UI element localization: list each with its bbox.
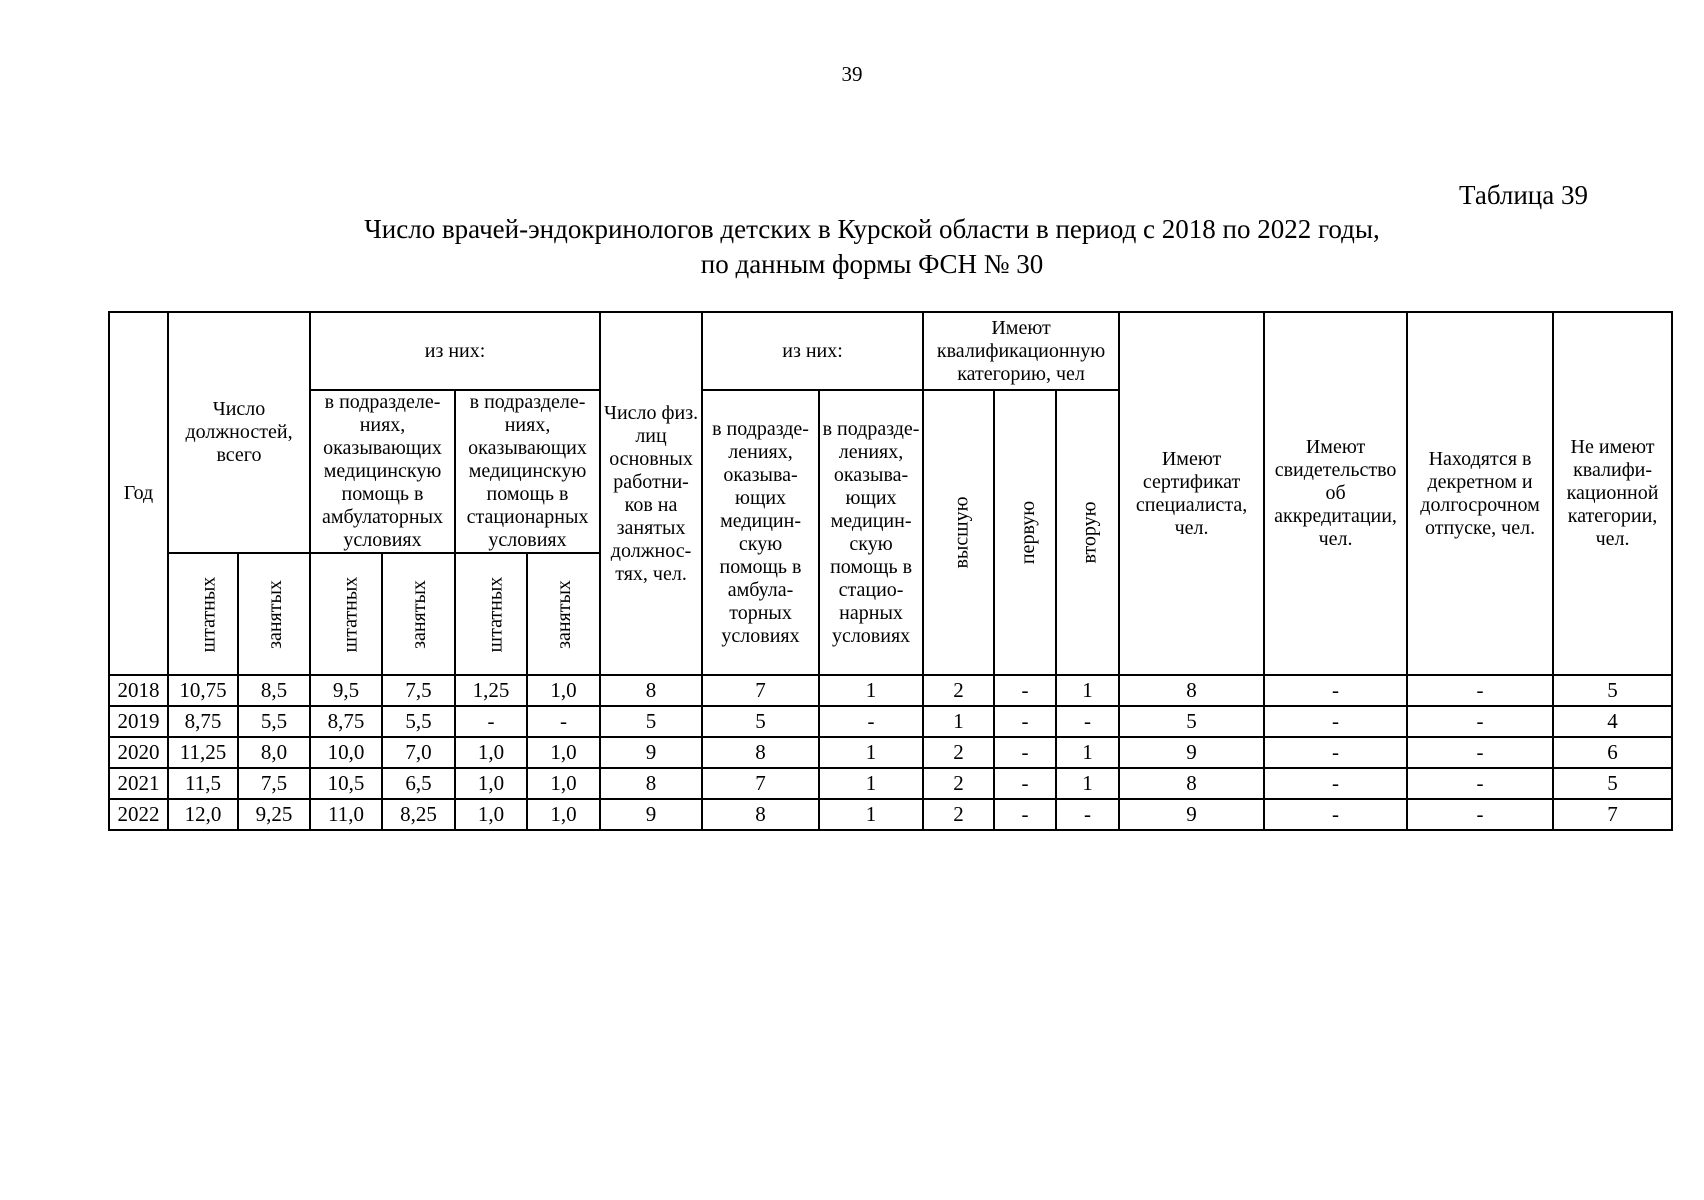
table-row xyxy=(109,675,1672,706)
table-title xyxy=(0,212,1704,282)
cell-persons-stat: 1 xyxy=(819,675,923,706)
header-amb-staff xyxy=(310,553,382,675)
header-stat-occupied-label: занятых xyxy=(552,579,575,649)
cell-certificate: 9 xyxy=(1119,799,1264,830)
cell-persons: 5 xyxy=(600,706,702,737)
cell-leave: - xyxy=(1407,768,1553,799)
cell-second: - xyxy=(1056,706,1119,737)
cell-amb-staff: 10,0 xyxy=(310,737,382,768)
header-first-label: первую xyxy=(1017,500,1040,565)
cell-persons-stat: 1 xyxy=(819,799,923,830)
header-stat-positions: в подразделе-ниях, оказывающих медицинскую помощь в стационарных условиях xyxy=(455,390,600,553)
cell-accreditation: - xyxy=(1264,706,1407,737)
cell-no-category: 5 xyxy=(1553,768,1672,799)
cell-first: - xyxy=(994,675,1056,706)
cell-stat-occupied: 1,0 xyxy=(527,675,600,706)
header-total-staff-label: штатных xyxy=(197,576,220,652)
cell-leave: - xyxy=(1407,706,1553,737)
header-amb-positions: в подразделе-ниях, оказывающих медицинскую помощь в амбулаторных условиях xyxy=(310,390,455,553)
header-highest xyxy=(923,390,994,675)
header-total-occupied-label: занятых xyxy=(263,579,286,649)
header-second-label: вторую xyxy=(1078,501,1101,564)
cell-certificate: 8 xyxy=(1119,768,1264,799)
header-amb-occupied xyxy=(382,553,455,675)
cell-stat-staff: 1,25 xyxy=(455,675,527,706)
cell-total-staff: 12,0 xyxy=(168,799,238,830)
cell-accreditation: - xyxy=(1264,675,1407,706)
cell-year: 2022 xyxy=(109,799,168,830)
cell-highest: 1 xyxy=(923,706,994,737)
title-line-2: по данным формы ФСН № 30 xyxy=(700,249,1044,279)
cell-year: 2018 xyxy=(109,675,168,706)
cell-total-occupied: 9,25 xyxy=(238,799,310,830)
cell-first: - xyxy=(994,737,1056,768)
header-of-them-positions: из них: xyxy=(310,312,600,390)
header-leave: Находятся в декретном и долгосрочном отпуске, чел. xyxy=(1407,312,1553,675)
cell-amb-occupied: 6,5 xyxy=(382,768,455,799)
cell-total-staff: 8,75 xyxy=(168,706,238,737)
header-stat-staff-label: штатных xyxy=(484,576,507,652)
table-row xyxy=(109,706,1672,737)
header-positions-total: Число должностей, всего xyxy=(168,312,310,553)
cell-year: 2019 xyxy=(109,706,168,737)
cell-accreditation: - xyxy=(1264,799,1407,830)
cell-first: - xyxy=(994,768,1056,799)
cell-stat-occupied: 1,0 xyxy=(527,768,600,799)
cell-stat-staff: 1,0 xyxy=(455,799,527,830)
header-qual-category: Имеют квалификационную категорию, чел xyxy=(923,312,1119,390)
table-row xyxy=(109,799,1672,830)
cell-total-occupied: 7,5 xyxy=(238,768,310,799)
cell-first: - xyxy=(994,799,1056,830)
cell-highest: 2 xyxy=(923,768,994,799)
cell-stat-staff: - xyxy=(455,706,527,737)
header-accreditation: Имеют свидетельство об аккредитации, чел. xyxy=(1264,312,1407,675)
cell-persons: 9 xyxy=(600,737,702,768)
cell-amb-staff: 8,75 xyxy=(310,706,382,737)
cell-persons-amb: 8 xyxy=(702,799,819,830)
cell-no-category: 6 xyxy=(1553,737,1672,768)
cell-total-staff: 11,5 xyxy=(168,768,238,799)
cell-certificate: 9 xyxy=(1119,737,1264,768)
header-amb-occupied-label: занятых xyxy=(407,579,430,649)
cell-amb-staff: 11,0 xyxy=(310,799,382,830)
header-of-them-persons: из них: xyxy=(702,312,923,390)
cell-year: 2021 xyxy=(109,768,168,799)
cell-persons-stat: - xyxy=(819,706,923,737)
cell-highest: 2 xyxy=(923,799,994,830)
cell-amb-occupied: 8,25 xyxy=(382,799,455,830)
cell-second: - xyxy=(1056,799,1119,830)
cell-stat-occupied: - xyxy=(527,706,600,737)
header-no-category: Не имеют квалифи-кационной категории, чел. xyxy=(1553,312,1672,675)
cell-stat-staff: 1,0 xyxy=(455,768,527,799)
cell-accreditation: - xyxy=(1264,768,1407,799)
cell-second: 1 xyxy=(1056,675,1119,706)
cell-stat-staff: 1,0 xyxy=(455,737,527,768)
cell-persons: 8 xyxy=(600,675,702,706)
cell-second: 1 xyxy=(1056,768,1119,799)
cell-first: - xyxy=(994,706,1056,737)
cell-stat-occupied: 1,0 xyxy=(527,799,600,830)
cell-total-staff: 10,75 xyxy=(168,675,238,706)
cell-year: 2020 xyxy=(109,737,168,768)
header-first xyxy=(994,390,1056,675)
cell-leave: - xyxy=(1407,675,1553,706)
header-second xyxy=(1056,390,1119,675)
cell-total-occupied: 8,0 xyxy=(238,737,310,768)
table-header xyxy=(109,312,1672,675)
cell-second: 1 xyxy=(1056,737,1119,768)
cell-leave: - xyxy=(1407,799,1553,830)
cell-leave: - xyxy=(1407,737,1553,768)
cell-amb-occupied: 7,5 xyxy=(382,675,455,706)
cell-persons-stat: 1 xyxy=(819,737,923,768)
cell-certificate: 5 xyxy=(1119,706,1264,737)
cell-no-category: 4 xyxy=(1553,706,1672,737)
title-line-1: Число врачей-эндокринологов детских в Курской области в период с 2018 по 2022 годы, xyxy=(364,214,1380,244)
page-number: 39 xyxy=(841,62,863,86)
header-stat-persons: в подразде-лениях, оказыва-ющих медицин-скую помощь в стацио-нарных условиях xyxy=(819,390,923,675)
cell-amb-staff: 10,5 xyxy=(310,768,382,799)
header-highest-label: высшую xyxy=(950,496,973,569)
header-amb-persons: в подразде-лениях, оказыва-ющих медицин-скую помощь в амбула-торных условиях xyxy=(702,390,819,675)
cell-amb-occupied: 7,0 xyxy=(382,737,455,768)
cell-persons: 9 xyxy=(600,799,702,830)
cell-amb-staff: 9,5 xyxy=(310,675,382,706)
header-phys-persons: Число физ. лиц основных работни-ков на занятых должнос-тях, чел. xyxy=(600,312,702,675)
cell-amb-occupied: 5,5 xyxy=(382,706,455,737)
header-certificate: Имеют сертификат специалиста, чел. xyxy=(1119,312,1264,675)
doctors-table xyxy=(108,311,1673,831)
cell-no-category: 7 xyxy=(1553,799,1672,830)
cell-certificate: 8 xyxy=(1119,675,1264,706)
cell-total-occupied: 5,5 xyxy=(238,706,310,737)
header-stat-staff xyxy=(455,553,527,675)
table-body xyxy=(109,675,1672,830)
cell-highest: 2 xyxy=(923,675,994,706)
header-total-staff xyxy=(168,553,238,675)
cell-stat-occupied: 1,0 xyxy=(527,737,600,768)
header-stat-occupied xyxy=(527,553,600,675)
cell-total-occupied: 8,5 xyxy=(238,675,310,706)
cell-persons-amb: 5 xyxy=(702,706,819,737)
cell-no-category: 5 xyxy=(1553,675,1672,706)
cell-total-staff: 11,25 xyxy=(168,737,238,768)
table-row xyxy=(109,768,1672,799)
cell-persons-amb: 8 xyxy=(702,737,819,768)
header-total-occupied xyxy=(238,553,310,675)
cell-highest: 2 xyxy=(923,737,994,768)
cell-persons-stat: 1 xyxy=(819,768,923,799)
table-row xyxy=(109,737,1672,768)
cell-accreditation: - xyxy=(1264,737,1407,768)
header-amb-staff-label: штатных xyxy=(339,576,362,652)
cell-persons: 8 xyxy=(600,768,702,799)
cell-persons-amb: 7 xyxy=(702,768,819,799)
table-label: Таблица 39 xyxy=(1459,180,1588,210)
cell-persons-amb: 7 xyxy=(702,675,819,706)
header-year: Год xyxy=(109,312,168,675)
